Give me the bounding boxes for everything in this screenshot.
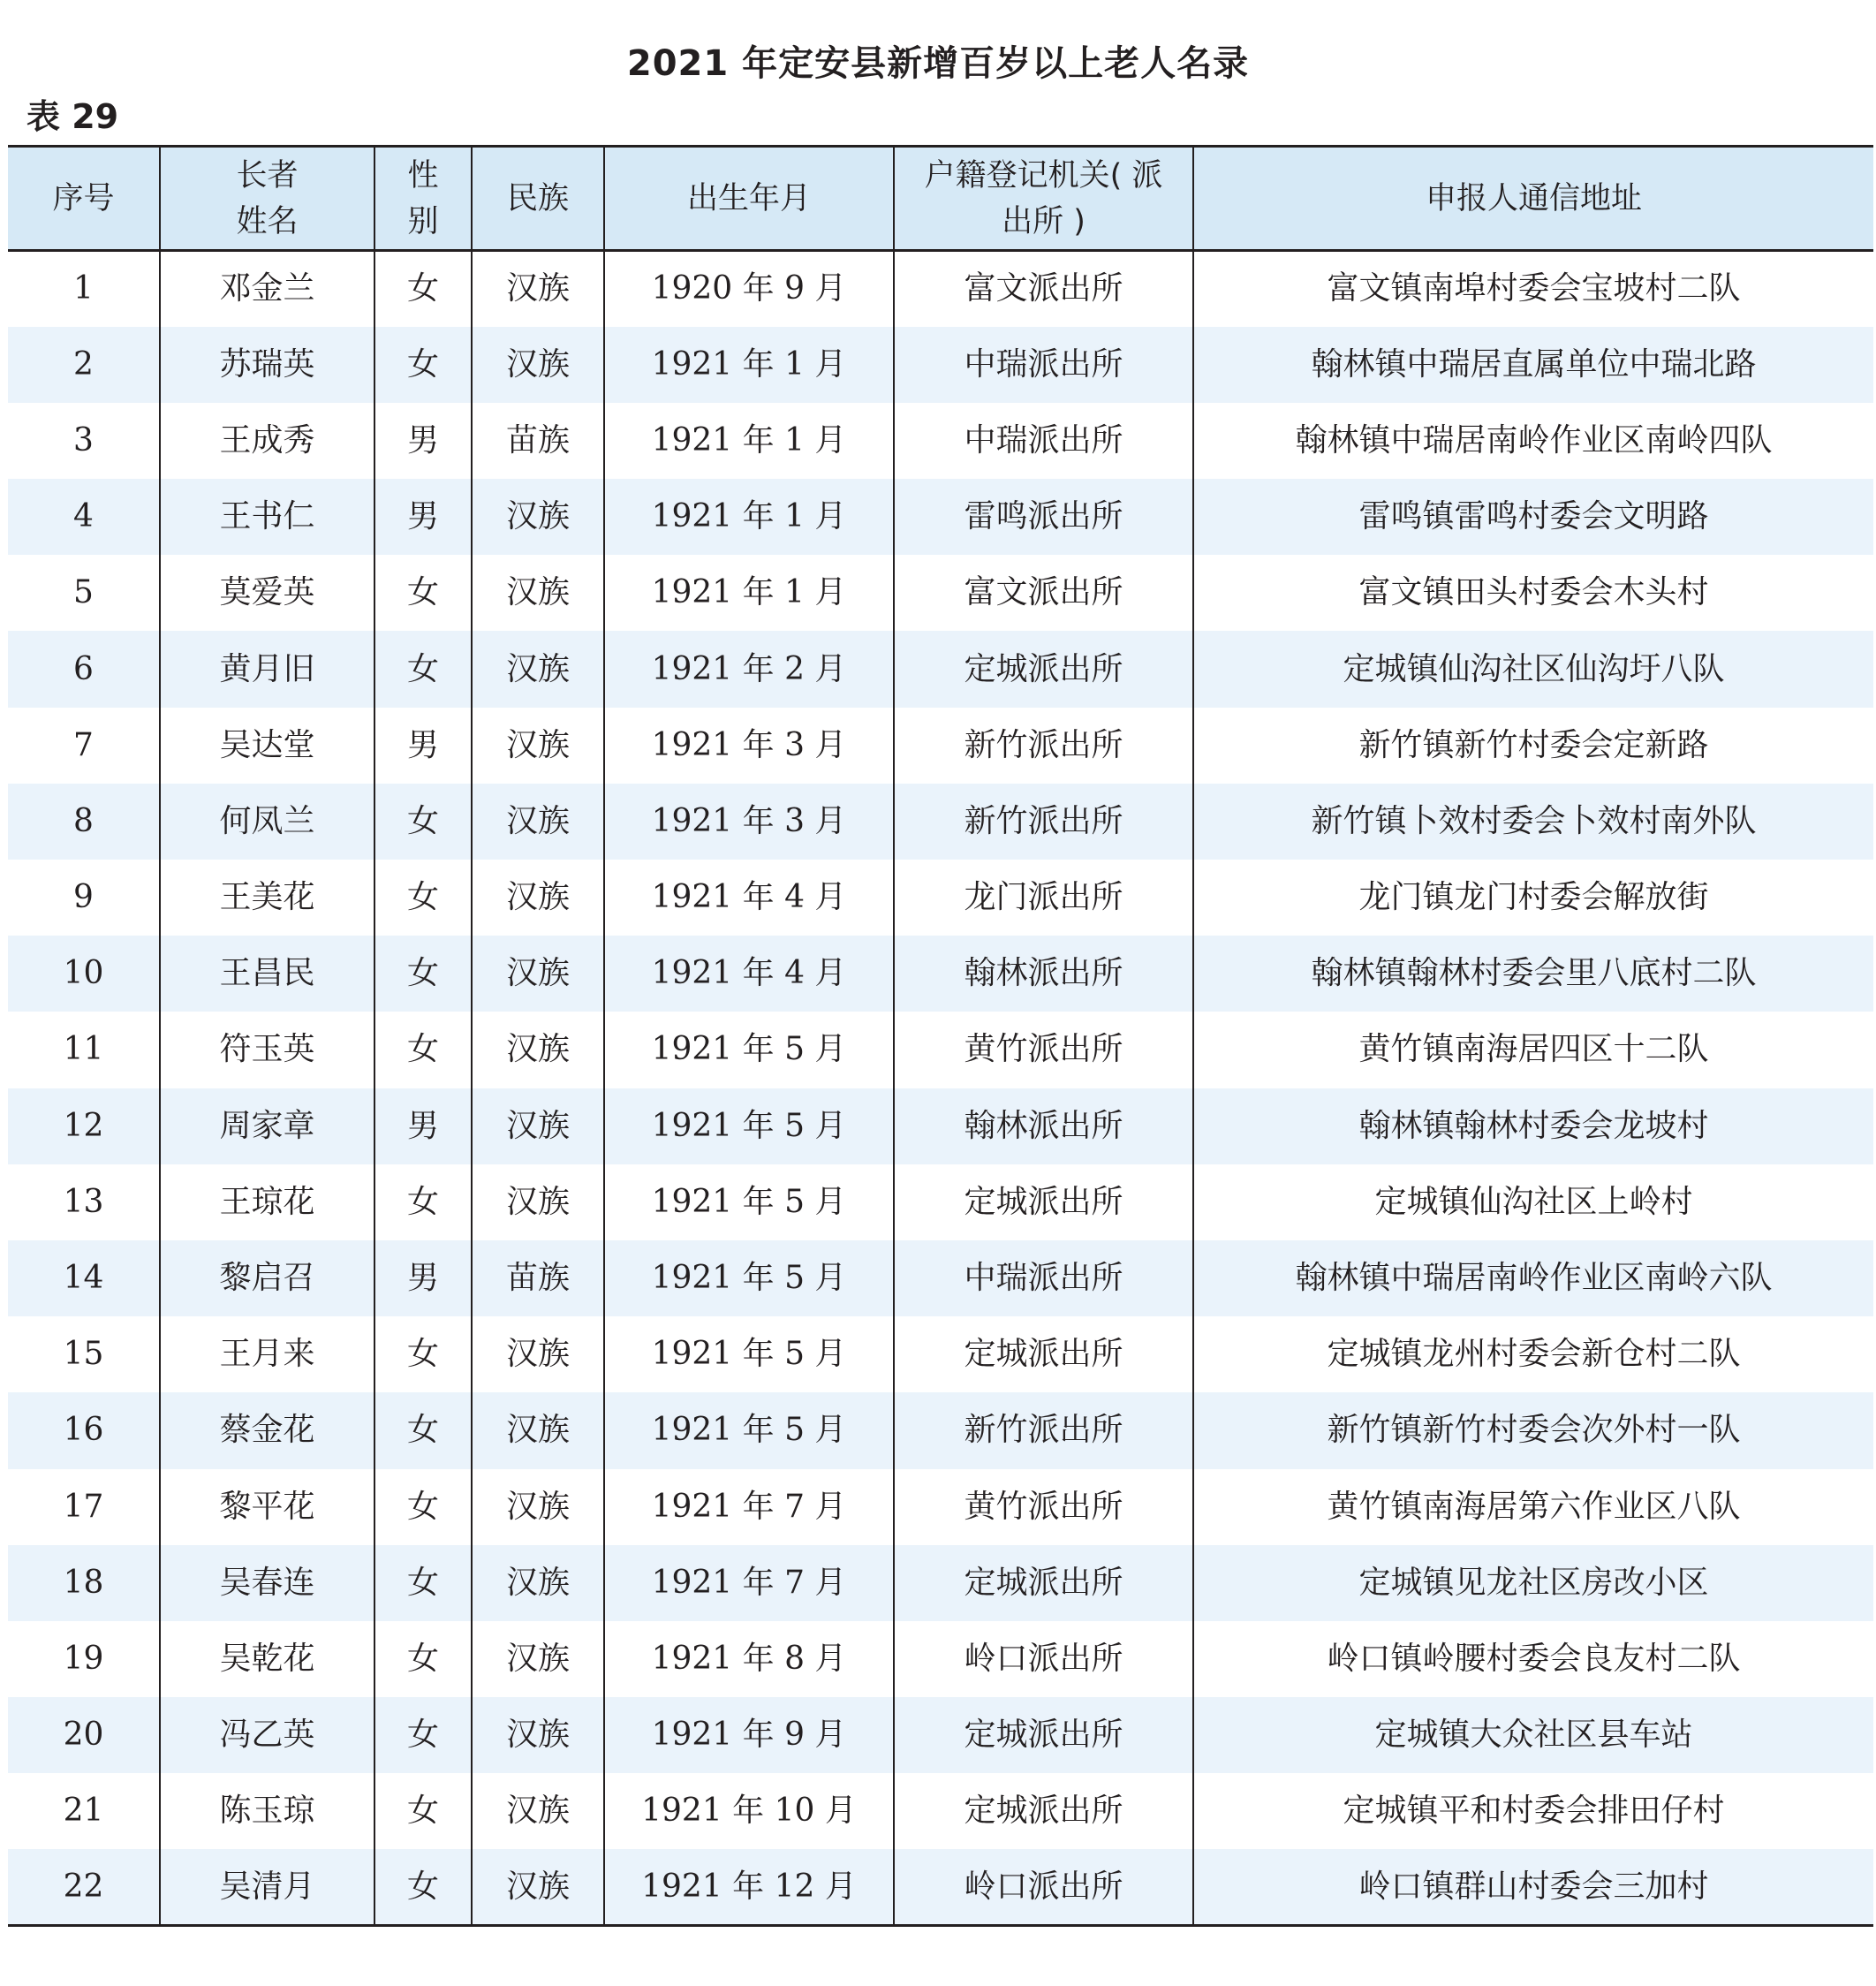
cell-contact-address: 富文镇南埠村委会宝坡村二队 (1193, 251, 1873, 327)
cell-registration-office: 定城派出所 (894, 1316, 1193, 1392)
centenarian-table (8, 145, 1873, 1927)
cell-gender: 女 (374, 1621, 472, 1697)
cell-elder-name: 苏瑞英 (160, 327, 374, 403)
cell-elder-name: 王成秀 (160, 403, 374, 479)
cell-ethnicity: 汉族 (472, 1164, 604, 1240)
table-row (8, 479, 1873, 555)
table-row (8, 251, 1873, 327)
cell-contact-address: 新竹镇卜效村委会卜效村南外队 (1193, 784, 1873, 860)
cell-serial-number: 16 (8, 1392, 160, 1468)
cell-elder-name: 吴春连 (160, 1545, 374, 1621)
cell-ethnicity: 汉族 (472, 936, 604, 1012)
cell-ethnicity: 汉族 (472, 1392, 604, 1468)
cell-registration-office: 新竹派出所 (894, 1392, 1193, 1468)
cell-birth-date: 1921 年 5 月 (604, 1316, 894, 1392)
cell-birth-date: 1921 年 4 月 (604, 860, 894, 936)
cell-gender: 女 (374, 1469, 472, 1545)
table-body (8, 251, 1873, 1926)
cell-serial-number: 21 (63, 1793, 104, 1830)
cell-gender: 女 (374, 784, 472, 860)
cell-contact-address: 新竹镇新竹村委会次外村一队 (1193, 1392, 1873, 1468)
cell-ethnicity: 汉族 (472, 1545, 604, 1621)
cell-elder-name: 蔡金花 (160, 1392, 374, 1468)
table-row (8, 1316, 1873, 1392)
cell-registration-office: 定城派出所 (894, 1164, 1193, 1240)
cell-registration-office: 岭口派出所 (894, 1621, 1193, 1697)
table-row (8, 1392, 1873, 1468)
cell-birth-date: 1921 年 10 月 (604, 1773, 894, 1849)
cell-elder-name: 莫爱英 (160, 555, 374, 631)
cell-gender: 女 (374, 1849, 472, 1925)
cell-ethnicity: 汉族 (472, 327, 604, 403)
cell-gender: 女 (374, 1316, 472, 1392)
cell-birth-date: 1921 年 7 月 (604, 1469, 894, 1545)
cell-ethnicity: 汉族 (472, 631, 604, 707)
header-contact-address: 申报人通信地址 (1193, 147, 1873, 251)
table-row (8, 403, 1873, 479)
cell-registration-office: 定城派出所 (894, 1773, 1193, 1849)
header-gender: 性 别 (374, 147, 472, 251)
header-birth-date: 出生年月 (604, 147, 894, 251)
cell-serial-number: 22 (8, 1849, 160, 1925)
cell-elder-name: 黄月旧 (160, 631, 374, 707)
cell-registration-office: 富文派出所 (894, 251, 1193, 327)
table-row (8, 1545, 1873, 1621)
table-row (8, 555, 1873, 631)
cell-ethnicity: 汉族 (472, 784, 604, 860)
table-row (8, 631, 1873, 707)
cell-gender: 女 (374, 251, 472, 327)
table-row (8, 1469, 1873, 1545)
cell-birth-date: 1921 年 12 月 (604, 1849, 894, 1925)
cell-ethnicity: 汉族 (472, 251, 604, 327)
cell-serial-number: 9 (73, 879, 94, 916)
cell-serial-number: 5 (73, 574, 94, 611)
cell-serial-number: 14 (8, 1240, 160, 1316)
cell-birth-date: 1921 年 5 月 (604, 1088, 894, 1164)
cell-contact-address: 翰林镇中瑞居南岭作业区南岭四队 (1193, 403, 1873, 479)
cell-gender: 男 (374, 1240, 472, 1316)
cell-ethnicity: 汉族 (472, 1621, 604, 1697)
table-row (8, 327, 1873, 403)
table-row (8, 860, 1873, 936)
cell-serial-number: 15 (63, 1336, 104, 1373)
header-ethnicity: 民族 (472, 147, 604, 251)
cell-gender: 男 (374, 708, 472, 784)
cell-ethnicity: 苗族 (472, 1240, 604, 1316)
cell-gender: 女 (374, 1773, 472, 1849)
cell-contact-address: 龙门镇龙门村委会解放街 (1193, 860, 1873, 936)
cell-contact-address: 定城镇大众社区县车站 (1193, 1697, 1873, 1773)
cell-elder-name: 符玉英 (160, 1012, 374, 1088)
cell-birth-date: 1921 年 9 月 (604, 1697, 894, 1773)
cell-contact-address: 黄竹镇南海居第六作业区八队 (1193, 1469, 1873, 1545)
cell-elder-name: 吴达堂 (160, 708, 374, 784)
table-row (8, 708, 1873, 784)
cell-contact-address: 翰林镇翰林村委会里八底村二队 (1193, 936, 1873, 1012)
cell-contact-address: 定城镇仙沟社区上岭村 (1193, 1164, 1873, 1240)
cell-birth-date: 1921 年 1 月 (604, 555, 894, 631)
cell-gender: 男 (374, 479, 472, 555)
cell-birth-date: 1921 年 8 月 (604, 1621, 894, 1697)
cell-registration-office: 定城派出所 (894, 1697, 1193, 1773)
cell-serial-number: 11 (63, 1031, 104, 1068)
cell-elder-name: 邓金兰 (160, 251, 374, 327)
cell-serial-number: 7 (73, 726, 94, 763)
cell-serial-number: 4 (8, 479, 160, 555)
cell-gender: 女 (374, 1164, 472, 1240)
cell-contact-address: 定城镇平和村委会排田仔村 (1193, 1773, 1873, 1849)
cell-registration-office: 中瑞派出所 (894, 403, 1193, 479)
cell-registration-office: 富文派出所 (894, 555, 1193, 631)
cell-ethnicity: 苗族 (472, 403, 604, 479)
table-row (8, 1012, 1873, 1088)
cell-registration-office: 雷鸣派出所 (894, 479, 1193, 555)
cell-contact-address: 雷鸣镇雷鸣村委会文明路 (1193, 479, 1873, 555)
cell-elder-name: 王琼花 (160, 1164, 374, 1240)
cell-ethnicity: 汉族 (472, 1088, 604, 1164)
cell-serial-number: 1 (73, 270, 94, 307)
cell-ethnicity: 汉族 (472, 1012, 604, 1088)
cell-contact-address: 翰林镇中瑞居直属单位中瑞北路 (1193, 327, 1873, 403)
cell-serial-number: 13 (63, 1183, 104, 1220)
cell-registration-office: 新竹派出所 (894, 708, 1193, 784)
cell-elder-name: 吴乾花 (160, 1621, 374, 1697)
cell-birth-date: 1921 年 1 月 (604, 479, 894, 555)
cell-gender: 女 (374, 1392, 472, 1468)
cell-serial-number: 20 (8, 1697, 160, 1773)
cell-contact-address: 翰林镇中瑞居南岭作业区南岭六队 (1193, 1240, 1873, 1316)
table-row (8, 1773, 1873, 1849)
cell-registration-office: 翰林派出所 (894, 936, 1193, 1012)
cell-ethnicity: 汉族 (472, 1773, 604, 1849)
cell-registration-office: 黄竹派出所 (894, 1012, 1193, 1088)
cell-contact-address: 黄竹镇南海居四区十二队 (1193, 1012, 1873, 1088)
cell-birth-date: 1921 年 5 月 (604, 1392, 894, 1468)
cell-birth-date: 1921 年 3 月 (604, 784, 894, 860)
cell-birth-date: 1920 年 9 月 (604, 251, 894, 327)
cell-gender: 女 (374, 1697, 472, 1773)
cell-ethnicity: 汉族 (472, 860, 604, 936)
cell-elder-name: 吴清月 (160, 1849, 374, 1925)
cell-contact-address: 翰林镇翰林村委会龙坡村 (1193, 1088, 1873, 1164)
table-row (8, 1088, 1873, 1164)
cell-gender: 女 (374, 1012, 472, 1088)
cell-serial-number: 8 (8, 784, 160, 860)
cell-registration-office: 定城派出所 (894, 631, 1193, 707)
cell-elder-name: 王书仁 (160, 479, 374, 555)
cell-elder-name: 黎平花 (160, 1469, 374, 1545)
cell-elder-name: 黎启召 (160, 1240, 374, 1316)
cell-serial-number: 2 (8, 327, 160, 403)
cell-birth-date: 1921 年 1 月 (604, 327, 894, 403)
cell-birth-date: 1921 年 5 月 (604, 1012, 894, 1088)
cell-elder-name: 王昌民 (160, 936, 374, 1012)
table-label: 表 29 (26, 97, 119, 136)
cell-registration-office: 中瑞派出所 (894, 327, 1193, 403)
cell-gender: 男 (374, 403, 472, 479)
header-row (8, 147, 1873, 251)
cell-birth-date: 1921 年 3 月 (604, 708, 894, 784)
cell-ethnicity: 汉族 (472, 555, 604, 631)
cell-ethnicity: 汉族 (472, 1849, 604, 1925)
cell-registration-office: 新竹派出所 (894, 784, 1193, 860)
cell-gender: 女 (374, 860, 472, 936)
cell-birth-date: 1921 年 5 月 (604, 1240, 894, 1316)
cell-registration-office: 岭口派出所 (894, 1849, 1193, 1925)
cell-birth-date: 1921 年 1 月 (604, 403, 894, 479)
cell-registration-office: 翰林派出所 (894, 1088, 1193, 1164)
table-header (8, 147, 1873, 251)
header-elder-name: 长者 姓名 (160, 147, 374, 251)
table-row (8, 936, 1873, 1012)
page-title: 2021 年定安县新增百岁以上老人名录 (626, 43, 1250, 84)
cell-serial-number: 6 (8, 631, 160, 707)
cell-serial-number: 19 (63, 1640, 104, 1677)
cell-elder-name: 王月来 (160, 1316, 374, 1392)
cell-ethnicity: 汉族 (472, 479, 604, 555)
cell-contact-address: 定城镇龙州村委会新仓村二队 (1193, 1316, 1873, 1392)
cell-serial-number: 10 (8, 936, 160, 1012)
table-row (8, 1164, 1873, 1240)
cell-serial-number: 17 (63, 1488, 104, 1525)
cell-ethnicity: 汉族 (472, 1316, 604, 1392)
cell-registration-office: 中瑞派出所 (894, 1240, 1193, 1316)
cell-registration-office: 黄竹派出所 (894, 1469, 1193, 1545)
cell-contact-address: 岭口镇群山村委会三加村 (1193, 1849, 1873, 1925)
cell-contact-address: 定城镇仙沟社区仙沟圩八队 (1193, 631, 1873, 707)
cell-birth-date: 1921 年 5 月 (604, 1164, 894, 1240)
header-serial-number: 序号 (8, 147, 160, 251)
cell-ethnicity: 汉族 (472, 708, 604, 784)
cell-registration-office: 龙门派出所 (894, 860, 1193, 936)
cell-elder-name: 王美花 (160, 860, 374, 936)
table-row (8, 784, 1873, 860)
cell-serial-number: 12 (8, 1088, 160, 1164)
cell-elder-name: 何凤兰 (160, 784, 374, 860)
table-row (8, 1240, 1873, 1316)
cell-serial-number: 3 (73, 421, 94, 459)
table-row (8, 1697, 1873, 1773)
cell-elder-name: 周家章 (160, 1088, 374, 1164)
cell-gender: 女 (374, 1545, 472, 1621)
cell-gender: 女 (374, 327, 472, 403)
cell-gender: 女 (374, 631, 472, 707)
cell-ethnicity: 汉族 (472, 1697, 604, 1773)
cell-ethnicity: 汉族 (472, 1469, 604, 1545)
header-registration-office: 户籍登记机关( 派 出所 ) (894, 147, 1193, 251)
cell-contact-address: 富文镇田头村委会木头村 (1193, 555, 1873, 631)
table-row (8, 1849, 1873, 1925)
cell-gender: 男 (374, 1088, 472, 1164)
cell-contact-address: 定城镇见龙社区房改小区 (1193, 1545, 1873, 1621)
cell-birth-date: 1921 年 7 月 (604, 1545, 894, 1621)
table-row (8, 1621, 1873, 1697)
cell-gender: 女 (374, 936, 472, 1012)
cell-elder-name: 陈玉琼 (160, 1773, 374, 1849)
cell-birth-date: 1921 年 4 月 (604, 936, 894, 1012)
cell-registration-office: 定城派出所 (894, 1545, 1193, 1621)
cell-contact-address: 新竹镇新竹村委会定新路 (1193, 708, 1873, 784)
cell-elder-name: 冯乙英 (160, 1697, 374, 1773)
cell-contact-address: 岭口镇岭腰村委会良友村二队 (1193, 1621, 1873, 1697)
cell-serial-number: 18 (8, 1545, 160, 1621)
cell-gender: 女 (374, 555, 472, 631)
cell-birth-date: 1921 年 2 月 (604, 631, 894, 707)
